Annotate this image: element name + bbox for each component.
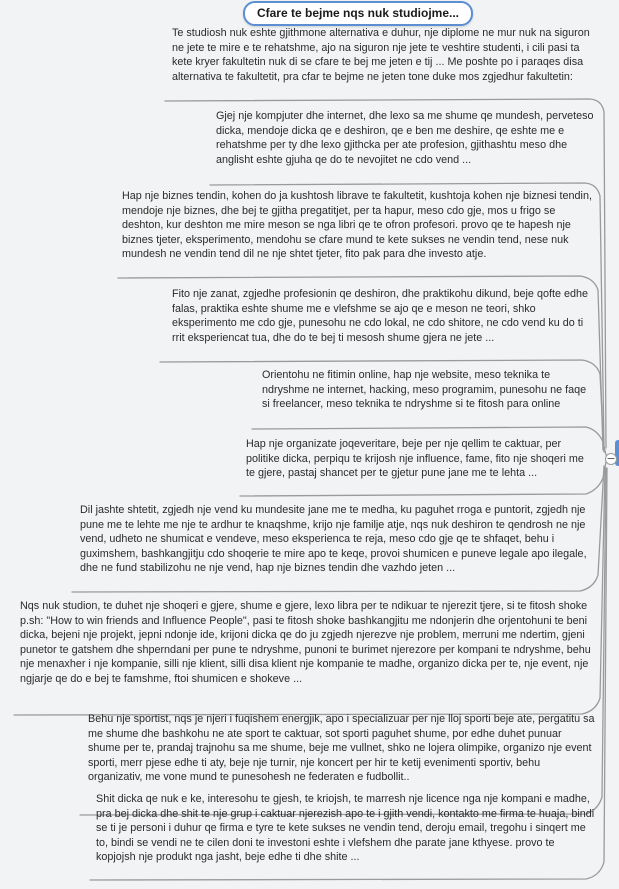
topic-craft[interactable]: Fito nje zanat, zgjedhe profesionin qe deshiron, dhe praktikohu dikund, beje qofte edhe falas, praktika eshte shume me e vlefshme se ajo qe e meson ne teori, shko eksperimento me cdo gje, punesohu ne cdo lokal, ne cdo shitore, ne cdo vend ku do ti rrit eksperiencat tua, dhe do te bej ti mesosh shume gjera ne jete ... (172, 288, 588, 344)
topic-business[interactable]: Hap nje biznes tendin, kohen do ja kushtosh librave te fakultetit, kushtoja kohen nje biznesi tendin, mendoje nje biznes, dhe bej te gjitha pregatitjet, per ta hapur, meso cdo gje, mos u frigo se deshton, kur deshton me mire meson se nga libri qe te ofron profesori. provo qe te hapesh nje biznes tjeter, eksperimento, mendohu se cfare mund te kete sukses ne vendin tend, nese nuk mundesh ne vendin tend dil ne nje shtet tjeter, fito pak para dhe investo atje. (122, 190, 592, 261)
collapse-toggle-icon[interactable]: − (606, 452, 616, 465)
topic-computer-internet[interactable]: Gjej nje kompjuter dhe internet, dhe lexo sa me shume qe mundesh, perveteso dicka, mendoje dicka qe e deshiron, qe e ben me deshire, qe eshte me e rehatshme per ty dhe lexo gjithcka per ate profesion, gjithashtu meso dhe anglisht eshte gjuha qe do te nevojitet ne cdo vend ... (216, 110, 594, 166)
topic-online-income[interactable]: Orientohu ne fitimin online, hap nje website, meso teknika te ndryshme ne internet, hacking, meso programim, punesohu ne faqe si freelancer, meso teknika te ndryshme si te fitosh para online (262, 369, 587, 411)
topic-ngo[interactable]: Hap nje organizate joqeveritare, beje per nje qellim te caktuar, per politike dicka, perpiqu te krijosh nje influence, fame, fito nje shoqeri me te gjere, pastaj shancet per te gjetur pune jane me te lehta ... (246, 438, 584, 480)
root-topic[interactable]: Cfare te bejme nqs nuk studiojme... (243, 1, 473, 26)
topic-social-network[interactable]: Nqs nuk studion, te duhet nje shoqeri e gjere, shume e gjere, lexo libra per te ndikuar te njerezit tjere, si te fitosh shoke p.sh: "How to win friends and Influence People", pasi te fitosh shoke bashkangjitu me ndonjerin dhe orjentohuni te beni dicka, bejeni nje projekt, jepni ndonje ide, krijoni dicka qe do ju zgjedh njerezve nje problem, merruni me ndertim, gjeni punetor te gatshem dhe shperndani per pune te ndryshme, punoni te burimet njerezore per kompani te ndryshme, behu nje menaxher i nje kompanie, silli nje klient, silli disa klient nje kompanie te madhe, organizo dicka per te, nje event, nje ngjarje qe do e bej te famshme, ftoi shumicen e shokeve ... (20, 600, 591, 685)
topic-sales[interactable]: Shit dicka qe nuk e ke, interesohu te gjesh, te kriojsh, te marresh nje licence nga nje kompani e madhe, pra bej dicka dhe shit te nje grup i caktuar njerezish apo te i gjith vendi, kontakto me firma te huaja, bindi se ti je personi i duhur qe firma e tyre te kete sukses ne vendin tend, deroju email, tregohu i sinqert me to, bindi se vendi ne te cilen doni te investoni eshte i vlefshem dhe parate jane kthyese. provo te kopjojsh nje produkt nga jasht, beje edhe ti dhe shite ... (96, 793, 595, 864)
topic-sports[interactable]: Behu nje sportist, nqs je njeri i fuqishem energjik, apo i specializuar per nje lloj sporti beje ate, pergatitu sa me shume dhe bashkohu ne ate sport te caktuar, sot sporti paguhet shume, por edhe duhet punuar shume per te, prandaj trajnohu sa me shume, beje me vullnet, shko ne lojera olimpike, organizo nje event sporti, merr pjese edhe ti aty, beje nje turnir, nje koncert per hir te ketij evenimenti sportiv, behu organizativ, me vone mund te punesohesh ne federaten e fudbollit.. (88, 713, 595, 784)
topic-intro[interactable]: Te studiosh nuk eshte gjithmone alternativa e duhur, nje diplome ne mur nuk na siguron ne jete te mire e te rehatshme, ajo na siguron nje jete te veshtire studenti, i cili pasi ta kete kryer fakultetin nuk di se cfare te bej me jeten e tij ... Me poshte po i paraqes disa alternativa te fakultetit, pra cfar te bejme ne jeten tone duke mos zgjedhur fakultetin: (172, 27, 590, 83)
topic-abroad[interactable]: Dil jashte shtetit, zgjedh nje vend ku mundesite jane me te medha, ku paguhet rroga e puntorit, zgjedh nje pune me te lehte me nje te ardhur te knaqshme, krijo nje familje atje, nqs nuk deshiron te qendrosh ne nje vend, udheto ne shumicat e vendeve, meso eksperienca te reja, meso cdo gje qe te shfaqet, behu i guximshem, bashkangjitju cdo shoqerie te mire apo te keqe, provoi shumicen e puneve legale apo ilegale, dhe ne fund stabilizohu ne nje vend, hap nje biznes tendin dhe vazhdo jeten ... (80, 504, 587, 575)
